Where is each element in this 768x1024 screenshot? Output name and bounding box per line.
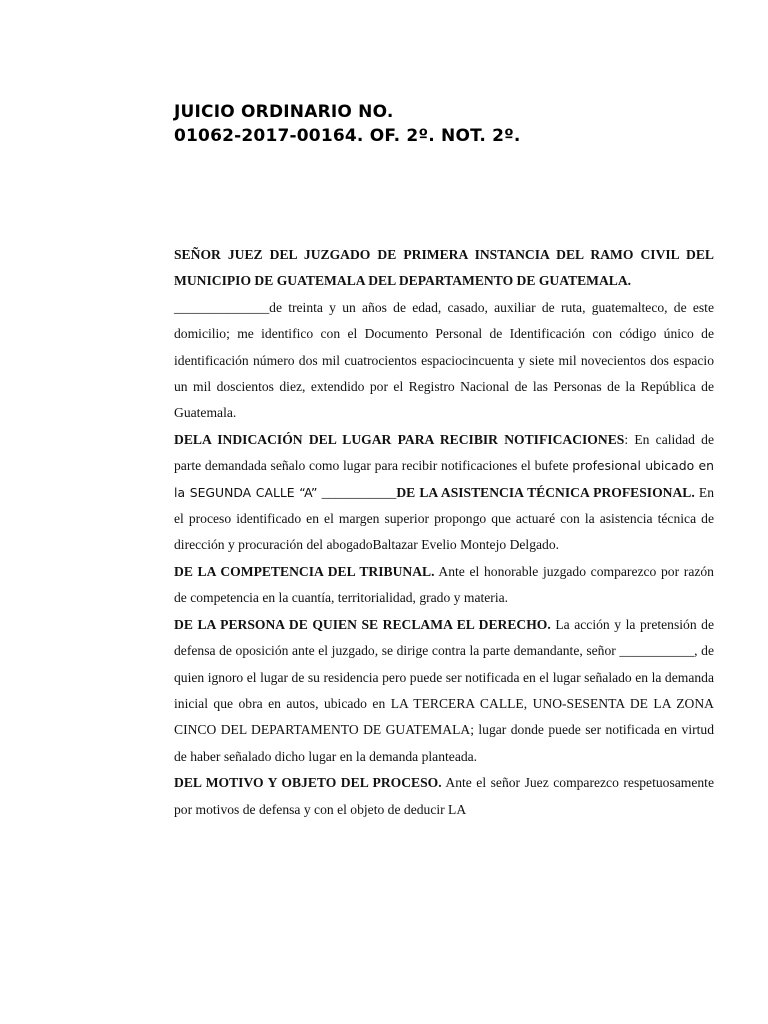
notificaciones-paragraph — [174, 427, 714, 559]
asistencia-text: En el proceso identificado en el margen superior propongo que actuaré con la asistencia técnica de dirección y procuración del abogadoBaltazar Evelio Montejo Delgado. — [174, 484, 715, 553]
competencia-heading: DE LA COMPETENCIA DEL TRIBUNAL. — [174, 563, 435, 579]
notificaciones-blank: ___________ — [317, 484, 397, 500]
competencia-text: Ante el honorable juzgado comparezco por razón de competencia en la cuantía, territorialidad, grado y materia. — [174, 563, 714, 606]
motivo-paragraph — [174, 770, 714, 823]
notificaciones-text: : En calidad de parte demandada señalo como lugar para recibir notificaciones el bufete — [174, 431, 714, 474]
addressee-paragraph: SEÑOR JUEZ DEL JUZGADO DE PRIMERA INSTANCIA DEL RAMO CIVIL DEL MUNICIPIO DE GUATEMALA DEL DEPARTAMENTO DE GUATEMALA. — [174, 247, 714, 289]
persona-text: La acción y la pretensión de defensa de oposición ante el juzgado, se dirige contra la parte demandante, señor ___________, de quien ignoro el lugar de su residencia pero puede ser notificada en el lugar señalado en la demanda inicial que obra en autos, ubicado en LA TERCERA CALLE, UNO-SESENTA DE LA ZONA CINCO DEL DEPARTAMENTO DE GUATEMALA; lugar donde puede ser notificada en virtud de haber señalado dicho lugar en la demanda planteada. — [174, 616, 715, 764]
case-number: 01062-2017-00164. OF. 2º. NOT. 2º. — [174, 126, 521, 146]
motivo-text: Ante el señor Juez comparezco respetuosamente por motivos de defensa y con el objeto de deducir LA — [174, 775, 714, 817]
competencia-paragraph — [174, 559, 714, 612]
document-body — [174, 242, 714, 823]
motivo-heading: DEL MOTIVO Y OBJETO DEL PROCESO. — [174, 775, 442, 791]
notificaciones-address: profesional ubicado en la SEGUNDA CALLE “A” — [174, 458, 714, 500]
case-number-header — [174, 100, 521, 148]
persona-heading: DE LA PERSONA DE QUIEN SE RECLAMA EL DERECHO. — [174, 616, 551, 632]
case-type-title: JUICIO ORDINARIO NO. — [174, 102, 394, 122]
persona-paragraph — [174, 612, 714, 770]
notificaciones-heading: DELA INDICACIÓN DEL LUGAR PARA RECIBIR NOTIFICACIONES — [174, 431, 625, 447]
intro-paragraph: ______________de treinta y un años de edad, casado, auxiliar de ruta, guatemalteco, de este domicilio; me identifico con el Documento Personal de Identificación con código único de identificación número dos mil cuatrocientos espaciocincuenta y siete mil novecientos dos espacio un mil doscientos diez, extendido por el Registro Nacional de las Personas de la República de Guatemala. — [174, 299, 714, 421]
asistencia-heading: DE LA ASISTENCIA TÉCNICA PROFESIONAL. — [396, 484, 695, 500]
